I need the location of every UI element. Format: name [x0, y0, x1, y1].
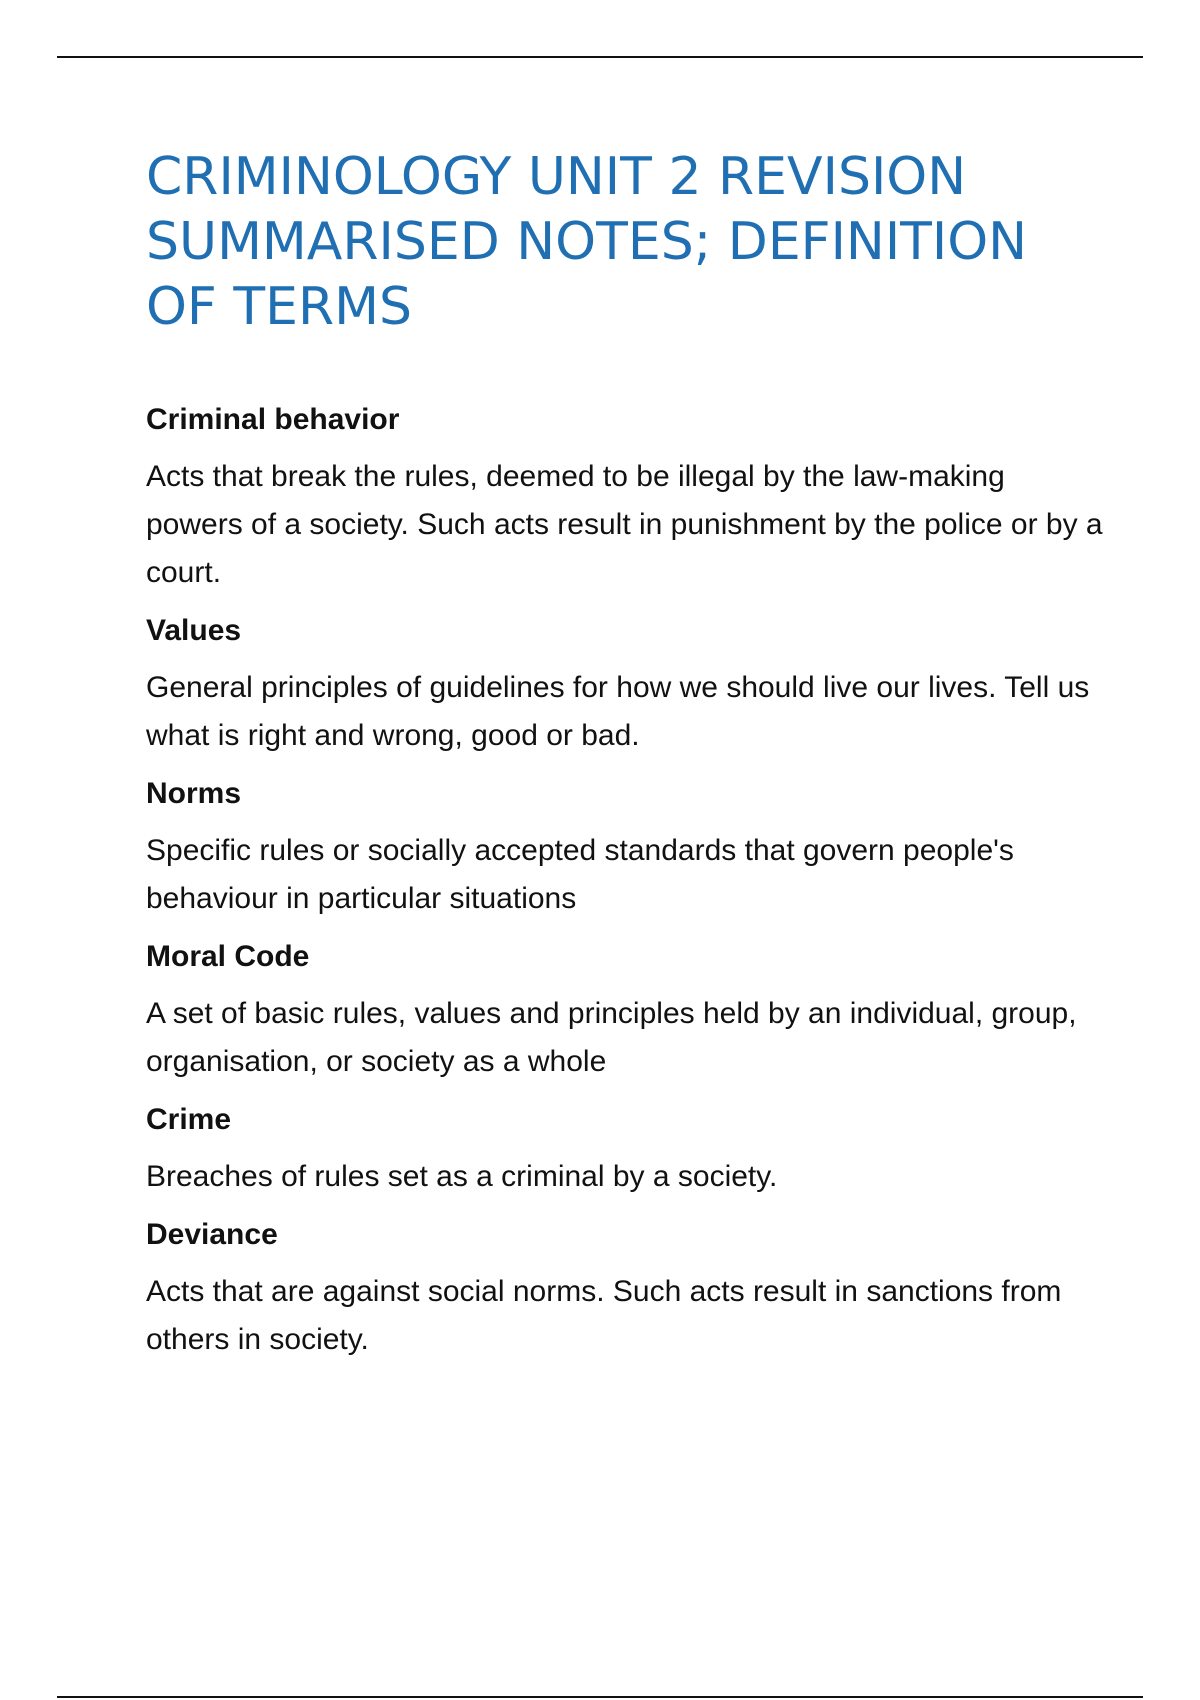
term-moral-code: [146, 937, 1106, 1086]
term-definition: General principles of guidelines for how we should live our lives. Tell us what is right and wrong, good or bad.: [146, 671, 1090, 752]
term-crime: [146, 1100, 1106, 1201]
term-definition: Specific rules or socially accepted standards that govern people's behaviour in particular situations: [146, 834, 1014, 915]
term-name: Deviance: [146, 1218, 278, 1251]
term-values: [146, 611, 1106, 760]
term-name: Values: [146, 614, 242, 647]
term-name: Criminal behavior: [146, 403, 400, 436]
term-definition: Acts that are against social norms. Such acts result in sanctions from others in society.: [146, 1275, 1062, 1356]
term-norms: [146, 774, 1106, 923]
term-name: Crime: [146, 1103, 232, 1136]
term-name: Moral Code: [146, 940, 310, 973]
header-rule: [57, 56, 1143, 58]
term-criminal-behavior: [146, 400, 1106, 597]
term-deviance: [146, 1215, 1106, 1364]
footer-rule: [57, 1696, 1143, 1698]
terms-list: [146, 400, 1106, 1364]
document-body: [146, 145, 1106, 1378]
document-title: CRIMINOLOGY UNIT 2 REVISION SUMMARISED NOTES; DEFINITION OF TERMS: [146, 147, 1028, 337]
term-name: Norms: [146, 777, 242, 810]
term-definition: Acts that break the rules, deemed to be illegal by the law-making powers of a society. Such acts result in punishment by the police or by a court.: [146, 460, 1103, 589]
term-definition: Breaches of rules set as a criminal by a society.: [146, 1160, 778, 1193]
term-definition: A set of basic rules, values and principles held by an individual, group, organisation, or society as a whole: [146, 997, 1077, 1078]
